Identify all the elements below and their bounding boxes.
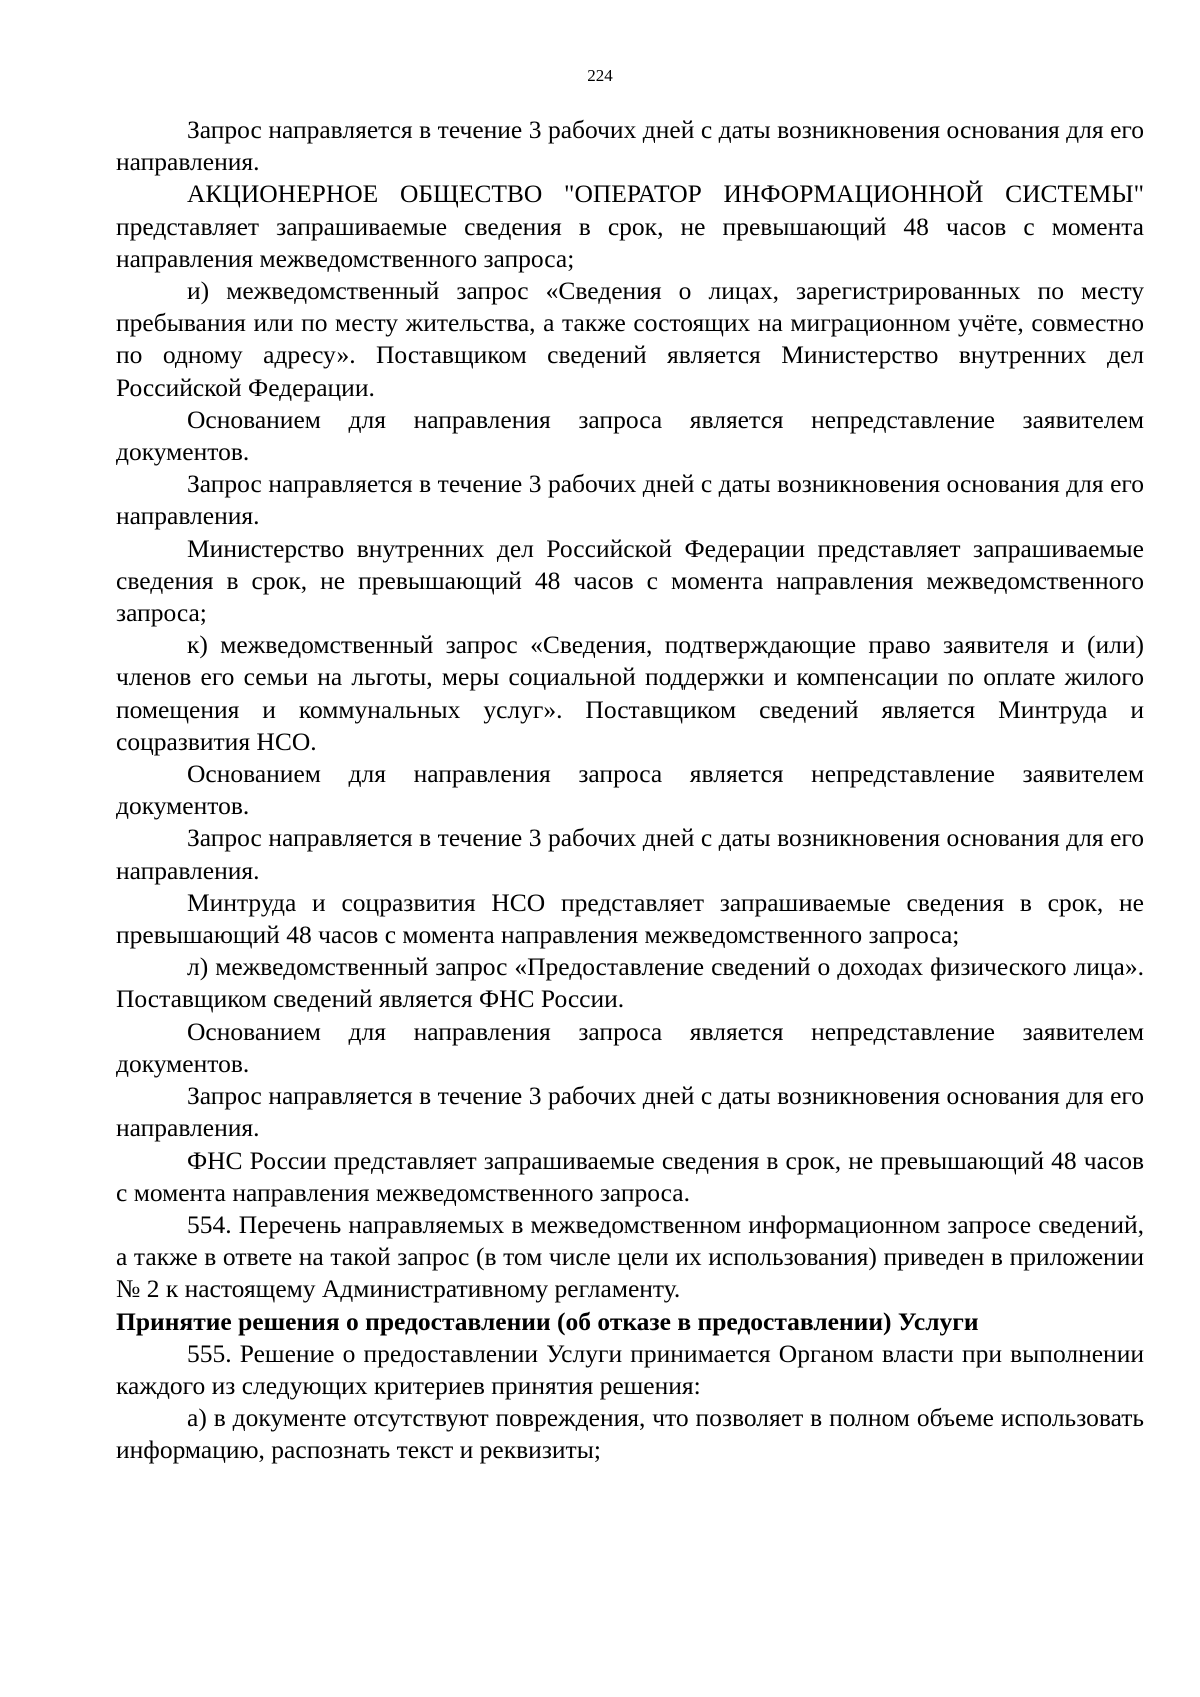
paragraph: Министерство внутренних дел Российской Федерации представляет запрашиваемые сведения в срок, не превышающий 48 часов с момента направления межведомственного запроса; [116, 533, 1144, 628]
page-number: 224 [587, 66, 613, 85]
document-body [116, 114, 1144, 1466]
paragraph: л) межведомственный запрос «Предоставление сведений о доходах физического лица». Поставщиком сведений является ФНС России. [116, 952, 1144, 1014]
paragraph: Основанием для направления запроса является непредставление заявителем документов. [116, 404, 1144, 467]
paragraph: к) межведомственный запрос «Сведения, подтверждающие право заявителя и (или) членов его семьи на льготы, меры социальной поддержки и компенсации по оплате жилого помещения и коммунальных услуг». Поставщиком сведений является Минтруда и соцразвития НСО. [116, 630, 1144, 756]
paragraph: Минтруда и соцразвития НСО представляет запрашиваемые сведения в срок, не превышающий 48 часов с момента направления межведомственного запроса; [116, 887, 1144, 950]
paragraph: Основанием для направления запроса является непредставление заявителем документов. [116, 759, 1144, 821]
paragraph: Запрос направляется в течение 3 рабочих дней с даты возникновения основания для его направления. [116, 115, 1144, 177]
paragraph: Запрос направляется в течение 3 рабочих дней с даты возникновения основания для его направления. [116, 823, 1144, 885]
section-heading: Принятие решения о предоставлении (об отказе в предоставлении) Услуги [116, 1306, 979, 1336]
paragraph: 555. Решение о предоставлении Услуги принимается Органом власти при выполнении каждого из следующих критериев принятия решения: [116, 1338, 1144, 1400]
paragraph: 554. Перечень направляемых в межведомственном информационном запросе сведений, а также в ответе на такой запрос (в том числе цели их использования) приведен в приложении № 2 к настоящему Административному регламенту. [116, 1209, 1144, 1304]
paragraph: Запрос направляется в течение 3 рабочих дней с даты возникновения основания для его направления. [116, 1081, 1144, 1143]
paragraph: АКЦИОНЕРНОЕ ОБЩЕСТВО "ОПЕРАТОР ИНФОРМАЦИОННОЙ СИСТЕМЫ" представляет запрашиваемые сведения в срок, не превышающий 48 часов с момента направления межведомственного запроса; [116, 179, 1144, 273]
paragraph: а) в документе отсутствуют повреждения, что позволяет в полном объеме использовать информацию, распознать текст и реквизиты; [116, 1402, 1144, 1465]
paragraph: ФНС России представляет запрашиваемые сведения в срок, не превышающий 48 часов с момента направления межведомственного запроса. [116, 1145, 1144, 1207]
paragraph: Основанием для направления запроса является непредставление заявителем документов. [116, 1016, 1144, 1078]
paragraph: Запрос направляется в течение 3 рабочих дней с даты возникновения основания для его направления. [116, 469, 1144, 531]
paragraph: и) межведомственный запрос «Сведения о лицах, зарегистрированных по месту пребывания или по месту жительства, а также состоящих на миграционном учёте, совместно по одному адресу». Поставщиком сведений является Министерство внутренних дел Российской Федерации. [116, 276, 1144, 402]
